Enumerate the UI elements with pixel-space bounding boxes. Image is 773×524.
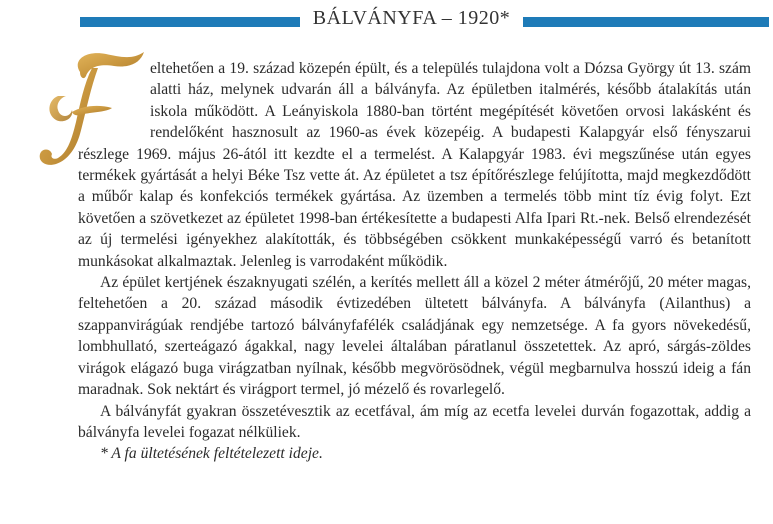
paragraph-3: A bálványfát gyakran összetévesztik az ecetfával, ám míg az ecetfa levelei durván fogazottak, addig a bálványfa levelei fogazat nélküliek.	[78, 402, 751, 441]
footnote: * A fa ültetésének feltételezett ideje.	[100, 445, 323, 463]
article-body	[78, 58, 751, 465]
paragraph-2: Az épület kertjének északnyugati szélén, a kerítés mellett áll a közel 2 méter átmérőjű, 20 méter magas, feltehetően a 20. század második évtizedében ültetett bálványfa. A bálványfa (Ailanthus) a szappanvirágúak rendjébe tartozó bálványfafélék családjának egy nemzetsége. A fa gyors növekedésű, lombhullató, szerteágazó ágakkal, nagy levelei általában páratlanul összetettek. Az apró, sárgás-zöldes virágok elágazó buga virágzatban nyílnak, később megvörösödnek, végül megbarnulva hosszú ideig a fán maradnak. Sok nektárt és virágport termel, jó mézelő és rovarlegelő.	[78, 274, 751, 399]
header-rule-right	[523, 17, 769, 27]
dropcap-wrap-space	[78, 58, 150, 143]
header-rule-left	[80, 17, 300, 27]
paragraph-1: eltehetően a 19. század közepén épült, és a település tulajdona volt a Dózsa György út 13. szám alatti ház, melynek udvarán áll a bálványfa. Az épületben italmérés, később átalakítás után iskola működött. A Leányiskola 1880-ban történt megépítését követően orvosi lakásként és rendelőként hasznosult az 1960-as évek közepéig. A budapesti Kalapgyár első fényszarui részlege 1969. május 26-ától itt kezdte el a termelést. A Kalapgyár 1983. évi megszűnése után egyes termékek gyártását a helyi Béke Tsz vette át. Az épületet a tsz építőrészlege felújította, majd megkezdődött a műbőr kalap és konfekciós termékek gyártása. Az üzemben a termelés több mint tíz évig folyt. Ezt követően a szövetkezet az épületet 1998-ban értékesítette a budapesti Alfa Ipari Rt.-nek. Belső elrendezését az új termelési igényekhez alakították, és többségében csökkent munkaképességű varró és betanított munkásokat alkalmaztak. Jelenleg is varrodaként működik.	[78, 60, 751, 270]
page-title: BÁLVÁNYFA – 1920*	[312, 7, 511, 29]
